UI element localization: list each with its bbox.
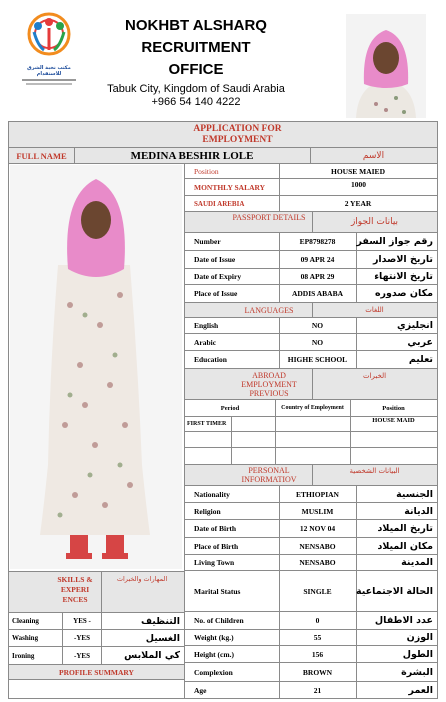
personal-row-value: MUSLIM (301, 506, 334, 516)
company-name-line3: OFFICE (168, 61, 224, 78)
full-name-arabic: الاسم (362, 150, 385, 161)
passport-row-arabic: تاريخ الانتهاء (374, 271, 433, 282)
personal-row-label: Living Town (194, 558, 235, 567)
salary-value: 1000 (351, 180, 366, 189)
position-label: Position (194, 166, 219, 176)
personal-row-value: NENSABO (299, 558, 336, 567)
abroad-col-period: Period (220, 404, 240, 412)
language-row-label: English (194, 321, 219, 330)
full-name-label: FULL NAME (16, 150, 67, 161)
passport-row-label: Place of Issue (194, 289, 238, 298)
skills-heading-arabic: المهارات والخبرات (116, 575, 168, 583)
passport-row-label: Number (194, 237, 221, 246)
personal-heading-arabic: البيانات الشخصية (349, 467, 400, 475)
personal-row-arabic: مكان الميلاد (377, 540, 433, 552)
personal-row-label: Date of Birth (194, 524, 237, 533)
personal-row-arabic: الحالة الاجتماعية (356, 585, 433, 597)
passport-row-value: 08 APR 29 (300, 272, 335, 281)
languages-heading-arabic: اللغات (365, 306, 384, 314)
application-title: APPLICATION FOR EMPLOYMENT (193, 124, 282, 145)
personal-row-label: Religion (194, 506, 221, 516)
personal-row-value: 21 (313, 685, 322, 695)
personal-row-label: Weight (kg.) (194, 633, 234, 642)
language-row-value: HIGHE SCHOOL (287, 355, 348, 364)
personal-row-arabic: الديانة (404, 505, 433, 517)
passport-heading-arabic: بيانات الجواز (350, 217, 399, 227)
personal-row-value: BROWN (302, 667, 333, 677)
personal-row-arabic: عدد الاطفال (374, 615, 433, 626)
passport-heading: PASSPORT DETAILS (232, 213, 306, 222)
personal-row-label: Complexion (194, 667, 233, 677)
skill-row-label: Washing (12, 634, 39, 642)
personal-row-value: 12 NOV 04 (299, 524, 336, 533)
company-logo (18, 10, 80, 78)
language-row-value: NO (311, 321, 324, 330)
personal-row-arabic: الطول (402, 648, 433, 660)
abroad-row1-position: HOUSE MAID (372, 416, 415, 424)
abroad-heading: ABROAD EMPLOYMENT PREVIOUS (241, 371, 297, 398)
portrait-photo (346, 14, 426, 118)
company-address: Tabuk City, Kingdom of Saudi Arabia (107, 83, 285, 95)
company-name-line2: RECRUITMENT (141, 39, 251, 56)
personal-row-arabic: البشرة (401, 666, 433, 678)
abroad-row1-period: FIRST TIMER (187, 421, 227, 427)
personal-row-label: Nationality (194, 489, 230, 499)
language-row-value: NO (311, 337, 324, 347)
skill-row-arabic: كي الملابس (124, 650, 180, 661)
abroad-col-country: Country of Employment (281, 404, 344, 411)
company-phone: +966 54 140 4222 (151, 96, 241, 108)
abroad-col-position: Position (382, 404, 405, 412)
personal-row-arabic: العمر (408, 684, 433, 696)
country-value: 2 YEAR (344, 199, 372, 208)
profile-summary-heading: PROFILE SUMMARY (59, 667, 134, 677)
logo-arabic-text: مكتب نخبة الشرق للاستقدام (27, 65, 71, 77)
passport-row-arabic: رقم جواز السفر (356, 236, 433, 247)
skill-row-value: -YES (74, 634, 90, 642)
abroad-heading-arabic: الخبرات (362, 372, 387, 380)
skill-row-arabic: التنظيف (140, 615, 180, 627)
personal-row-arabic: تاريخ الميلاد (377, 523, 433, 534)
salary-label: MONTHLY SALARY (194, 182, 266, 192)
personal-row-label: Age (194, 685, 207, 695)
personal-row-value: SINGLE (303, 586, 332, 596)
personal-row-value: 0 (315, 616, 320, 625)
personal-row-label: No. of Children (194, 616, 244, 625)
language-row-label: Arabic (194, 337, 217, 347)
personal-row-arabic: الوزن (406, 632, 433, 643)
personal-row-label: Place of Birth (194, 541, 239, 551)
position-value: HOUSE MAIED (331, 166, 385, 176)
personal-row-value: 156 (311, 649, 324, 659)
skill-row-value: -YES (74, 651, 90, 660)
skills-heading: SKILLS & EXPERI ENCES (57, 575, 93, 604)
language-row-arabic: عربي (407, 336, 433, 348)
passport-row-label: Date of Expiry (194, 272, 242, 281)
country-label: SAUDI AREBIA (194, 199, 245, 208)
personal-row-arabic: الجنسية (396, 488, 433, 500)
passport-row-value: ADDIS ABABA (291, 289, 344, 298)
passport-row-value: EP8798278 (299, 237, 336, 246)
skill-row-label: Cleaning (12, 617, 39, 625)
personal-row-value: 55 (313, 633, 322, 642)
full-name-value: MEDINA BESHIR LOLE (130, 149, 254, 162)
language-row-arabic: تعليم (408, 354, 433, 365)
language-row-arabic: انجليزي (396, 320, 433, 331)
personal-heading: PERSONAL INFORMATIOV (241, 466, 297, 484)
skill-row-label: Ironing (12, 651, 35, 660)
passport-row-arabic: تاريخ الاصدار (372, 254, 433, 265)
skill-row-value: YES - (73, 617, 91, 625)
passport-row-value: 09 APR 24 (300, 255, 335, 264)
personal-row-label: Marital Status (194, 586, 241, 596)
language-row-label: Education (194, 355, 227, 364)
personal-row-value: ETHIOPIAN (296, 489, 339, 499)
skill-row-arabic: الغسيل (145, 632, 180, 644)
company-name-line1: NOKHBT ALSHARQ (125, 17, 267, 34)
personal-row-arabic: المدينة (401, 557, 433, 568)
passport-row-label: Date of Issue (194, 255, 236, 264)
languages-heading: LANGUAGES (244, 305, 294, 315)
personal-row-value: NENSABO (299, 541, 336, 551)
passport-row-arabic: مكان صدوره (374, 288, 433, 299)
personal-row-label: Height (cm.) (194, 649, 234, 659)
full-body-photo (10, 165, 182, 569)
